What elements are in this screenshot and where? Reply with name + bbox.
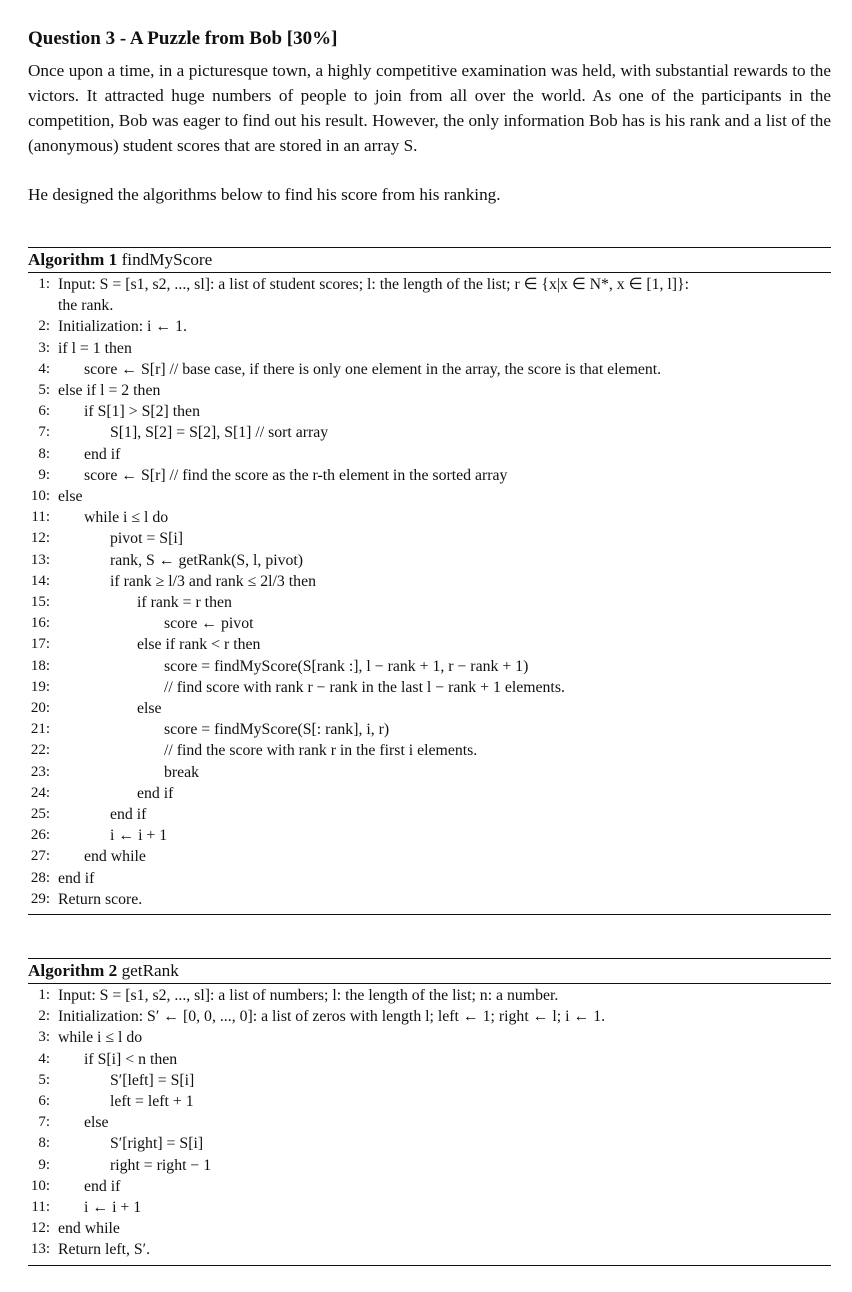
- algo1-line: 29: Return score.: [30, 890, 143, 908]
- algorithm-1-body: [28, 273, 831, 915]
- algo2-line: 11: i ← i + 1: [31, 1199, 142, 1217]
- algorithm-2-caption: [28, 958, 831, 984]
- algorithm-1-caption: [28, 247, 831, 273]
- question-title: Question 3 - A Puzzle from Bob [30%]: [28, 28, 338, 49]
- algorithm-2-name: getRank: [121, 961, 179, 980]
- algo1-line: 9: score ← S[r] // find the score as the r-th element in the sorted array: [38, 466, 508, 484]
- algo2-line: 3: while i ≤ l do: [38, 1029, 143, 1047]
- algo1-line: 17: else if rank < r then: [30, 636, 261, 654]
- algo1-line: 11: while i ≤ l do: [31, 509, 169, 527]
- algo1-line: 6: if S[1] > S[2] then: [38, 403, 200, 421]
- algo1-line: 3: if l = 1 then: [38, 339, 132, 357]
- question-paragraph-lead: He designed the algorithms below to find his score from his ranking.: [28, 185, 501, 204]
- algo1-line: 14: if rank ≥ l/3 and rank ≤ 2l/3 then: [30, 572, 316, 590]
- algo1-line: the rank.: [58, 297, 114, 315]
- algo2-line: 2: Initialization: S′ ← [0, 0, ..., 0]: a list of zeros with length l; left ← 1; right ← l; i ← 1.: [38, 1008, 606, 1026]
- algo1-line: 21: score = findMyScore(S[: rank], i, r): [30, 721, 390, 739]
- question-paragraph-intro: Once upon a time, in a picturesque town, a highly competitive examination was held, with substantial rewards to the victors. It attracted huge numbers of people to join from all over the world. As one of the participants in the competition, Bob was eager to find out his result. However, the only information Bob has is his rank and a list of the (anonymous) student scores that are stored in an array S.: [28, 61, 831, 155]
- algo2-line: 1: Input: S = [s1, s2, ..., sl]: a list of numbers; l: the length of the list; n: a number.: [38, 987, 559, 1004]
- algo2-line: 9: right = right − 1: [38, 1156, 212, 1174]
- algorithm-1-name: findMyScore: [121, 250, 213, 269]
- algo1-line: 18: score = findMyScore(S[rank :], l − rank + 1, r − rank + 1): [30, 657, 529, 675]
- algo1-line: 13: rank, S ← getRank(S, l, pivot): [30, 551, 304, 569]
- algo1-line: 24: end if: [30, 784, 174, 802]
- algo1-line: 10: else: [30, 488, 83, 506]
- algo1-line: 5: else if l = 2 then: [38, 382, 161, 400]
- algo1-line: 23: break: [30, 763, 200, 781]
- algo1-line: 19: // find score with rank r − rank in the last l − rank + 1 elements.: [30, 678, 565, 696]
- algo1-line: 22: // find the score with rank r in the first i elements.: [30, 742, 478, 760]
- algo2-line: 6: left = left + 1: [38, 1093, 194, 1111]
- algo2-line: 7: else: [38, 1114, 109, 1132]
- algo1-line: 28: end if: [30, 869, 95, 887]
- algo1-line: 20: else: [30, 700, 162, 718]
- algo1-line: 27: end while: [30, 848, 146, 866]
- algo1-line: 25: end if: [30, 806, 147, 824]
- algorithm-2-box: [28, 958, 831, 1266]
- algo1-line: 26: i ← i + 1: [30, 827, 168, 845]
- algo2-line: 8: S′[right] = S[i]: [38, 1135, 204, 1153]
- algorithm-2-label: Algorithm 2: [28, 961, 118, 980]
- algo1-line: 8: end if: [38, 445, 121, 463]
- algo1-line: 12: pivot = S[i]: [30, 530, 183, 548]
- algo2-line: 13: Return left, S′.: [30, 1241, 151, 1259]
- algorithm-1-label: Algorithm 1: [28, 250, 118, 269]
- algo1-line: 16: score ← pivot: [30, 615, 254, 633]
- algo2-line: 5: S′[left] = S[i]: [38, 1071, 195, 1089]
- algo1-line: 4: score ← S[r] // base case, if there is only one element in the array, the score is that element.: [38, 360, 662, 378]
- algo2-line: 12: end while: [30, 1220, 120, 1238]
- algo1-line: 15: if rank = r then: [30, 594, 232, 612]
- algo1-line: 2: Initialization: i ← 1.: [38, 318, 187, 336]
- algo2-line: 10: end if: [30, 1177, 121, 1195]
- algo2-line: 4: if S[i] < n then: [38, 1050, 178, 1068]
- algorithm-1-box: [28, 247, 831, 915]
- algo1-line: 1: Input: S = [s1, s2, ..., sl]: a list of student scores; l: the length of the list; r ∈ {x|x ∈ N*, x ∈ [1, l]}:: [38, 276, 690, 293]
- algo1-line: 7: S[1], S[2] = S[2], S[1] // sort array: [38, 424, 329, 442]
- algorithm-2-body: [28, 984, 831, 1266]
- question-section: [28, 28, 831, 207]
